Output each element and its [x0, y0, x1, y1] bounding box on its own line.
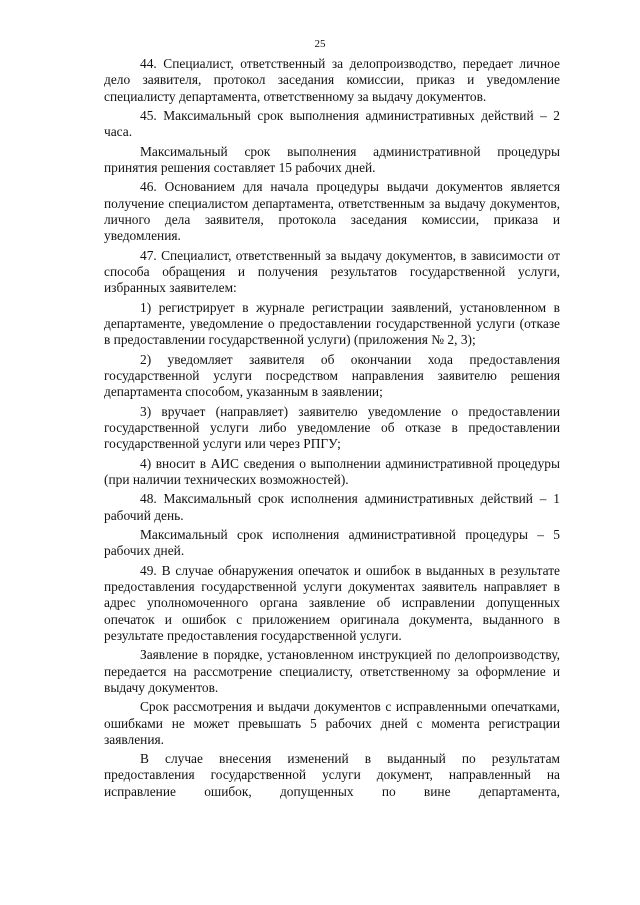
paragraph-48: 48. Максимальный срок исполнения административных действий – 1 рабочий день.: [104, 491, 560, 523]
paragraph-44: 44. Специалист, ответственный за делопроизводство, передает личное дело заявителя, протокол заседания комиссии, приказ и уведомление специалисту департамента, ответственному за выдачу документов.: [104, 56, 560, 104]
list-item-2: 2) уведомляет заявителя об окончании хода предоставления государственной услуги посредством направления заявителю решения департамента способом, указанным в заявлении;: [104, 351, 560, 400]
paragraph-49: 49. В случае обнаружения опечаток и ошибок в выданных в результате предоставления государственной услуги документах заявитель направляет в адрес уполномоченного органа заявление об исправлении допущенных опечаток и ошибок с приложением оригинала документа, выданного в результате предоставления государственной услуги.: [104, 562, 560, 643]
paragraph-45-max-term: Максимальный срок выполнения административной процедуры принятия решения составляет 15 рабочих дней.: [104, 143, 560, 175]
paragraph-49-application: Заявление в порядке, установленном инструкцией по делопроизводству, передается на рассмотрение специалисту, ответственному за оформление и выдачу документов.: [104, 647, 560, 695]
paragraph-49-review-term: Срок рассмотрения и выдачи документов с исправленными опечатками, ошибками не может превышать 5 рабочих дней с момента регистрации заявления.: [104, 699, 560, 747]
paragraph-48-max-term: Максимальный срок исполнения административной процедуры – 5 рабочих дней.: [104, 526, 560, 559]
list-item-3: 3) вручает (направляет) заявителю уведомление о предоставлении государственной услуги либо уведомление об отказе в предоставлении государственной услуги или через РПГУ;: [104, 403, 560, 452]
paragraph-45: 45. Максимальный срок выполнения административных действий – 2 часа.: [104, 107, 560, 140]
paragraph-49-changes: В случае внесения изменений в выданный по результатам предоставления государственной услуги документ, направленный на исправление ошибок, допущенных по вине департамента,: [104, 751, 560, 799]
list-item-4: 4) вносит в АИС сведения о выполнении административной процедуры (при наличии технических возможностей).: [104, 455, 560, 487]
list-item-1: 1) регистрирует в журнале регистрации заявлений, установленном в департаменте, уведомление о предоставлении государственной услуги (отказе в предоставлении государственной услуги) (приложения № 2, 3);: [104, 299, 560, 348]
paragraph-47: 47. Специалист, ответственный за выдачу документов, в зависимости от способа обращения и получения результатов государственной услуги, избранных заявителем:: [104, 247, 560, 296]
document-body: [104, 56, 560, 803]
page-number: 25: [314, 38, 326, 50]
paragraph-46: 46. Основанием для начала процедуры выдачи документов является получение специалистом департамента, ответственным за выдачу документов, личного дела заявителя, протокола заседания комиссии, приказа и уведомления.: [104, 179, 560, 244]
